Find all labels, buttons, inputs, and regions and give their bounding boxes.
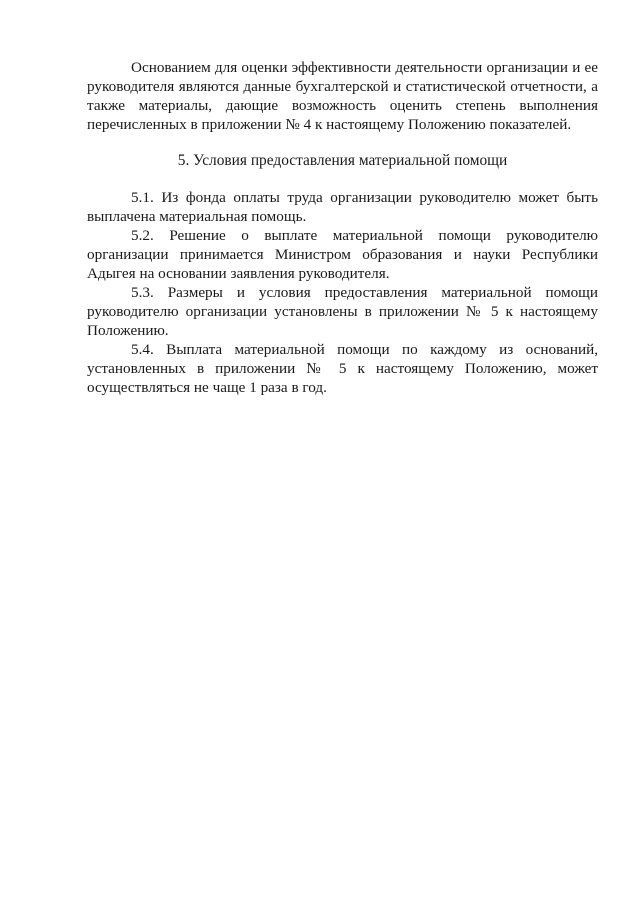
clause-5-2: 5.2. Решение о выплате материальной помощи руководителю организации принимается Министром образования и науки Республики Адыгея на основании заявления руководителя. <box>87 227 598 282</box>
clause-5-3: 5.3. Размеры и условия предоставления материальной помощи руководителю организации установлены в приложении № 5 к настоящему Положению. <box>87 284 598 339</box>
clause-5-4: 5.4. Выплата материальной помощи по каждому из оснований, установленных в приложении № 5 к настоящему Положению, может осуществляться не чаще 1 раза в год. <box>87 341 598 396</box>
section-heading: 5. Условия предоставления материальной помощи <box>177 152 508 169</box>
intro-paragraph: Основанием для оценки эффективности деятельности организации и ее руководителя являются данные бухгалтерской и статистической отчетности, а также материалы, дающие возможность оценить степень выполнения перечисленных в приложении № 4 к настоящему Положению показателей. <box>87 59 598 133</box>
clause-5-1: 5.1. Из фонда оплаты труда организации руководителю может быть выплачена материальная помощь. <box>87 189 598 225</box>
document-page <box>87 58 598 397</box>
